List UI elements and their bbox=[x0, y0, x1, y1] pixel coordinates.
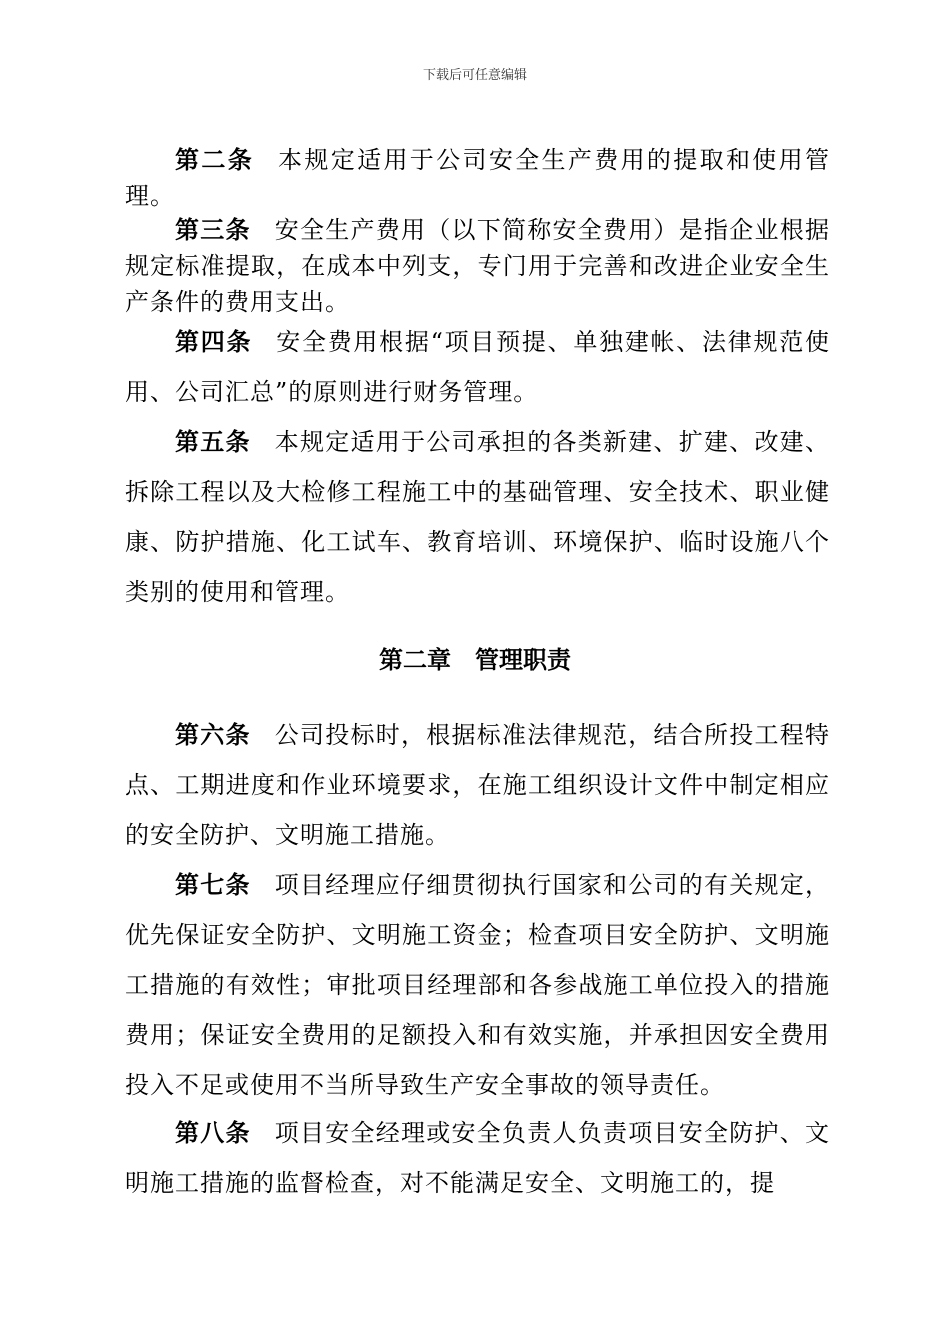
article-4 bbox=[125, 317, 830, 417]
chapter-heading bbox=[0, 642, 950, 678]
page-header-note: 下载后可任意编辑 bbox=[422, 68, 527, 83]
article-text: 公司投标时，根据标准法律规范，结合所投工程特点、工期进度和作业环境要求，在施工组织设计文件中制定相应的安全防护、文明施工措施。 bbox=[125, 721, 830, 849]
article-label: 第五条 bbox=[175, 427, 251, 456]
chapter-title: 管理职责 bbox=[475, 645, 571, 674]
article-6 bbox=[125, 710, 830, 860]
article-text: 本规定适用于公司承担的各类新建、扩建、改建、拆除工程以及大检修工程施工中的基础管理、安全技术、职业健康、防护措施、化工试车、教育培训、环境保护、临时设施八个类别的使用和管理。 bbox=[125, 428, 830, 606]
chapter-number: 第二章 bbox=[379, 645, 451, 674]
article-text: 本规定适用于公司安全生产费用的提取和使用管理。 bbox=[125, 146, 831, 210]
article-2 bbox=[125, 142, 830, 214]
article-text: 安全生产费用（以下简称安全费用）是指企业根据规定标准提取，在成本中列支，专门用于完善和改进企业安全生产条件的费用支出。 bbox=[125, 216, 830, 316]
article-label: 第四条 bbox=[175, 327, 253, 356]
article-label: 第七条 bbox=[175, 870, 251, 899]
article-label: 第六条 bbox=[175, 720, 251, 749]
article-text: 项目经理应仔细贯彻执行国家和公司的有关规定，优先保证安全防护、文明施工资金；检查项目安全防护、文明施工措施的有效性；审批项目经理部和各参战施工单位投入的措施费用；保证安全费用的足额投入和有效实施，并承担因安全费用投入不足或使用不当所导致生产安全事故的领导责任。 bbox=[125, 871, 830, 1099]
article-text: 安全费用根据“项目预提、单独建帐、法律规范使用、公司汇总”的原则进行财务管理。 bbox=[125, 328, 830, 406]
article-label: 第八条 bbox=[175, 1118, 251, 1147]
article-label: 第二条 bbox=[175, 145, 255, 174]
article-8 bbox=[125, 1108, 830, 1208]
article-text: 项目安全经理或安全负责人负责项目安全防护、文明施工措施的监督检查，对不能满足安全、文明施工的，提 bbox=[125, 1119, 830, 1197]
article-3 bbox=[125, 212, 830, 320]
article-label: 第三条 bbox=[175, 215, 251, 244]
article-5 bbox=[125, 417, 830, 617]
article-7 bbox=[125, 860, 830, 1110]
